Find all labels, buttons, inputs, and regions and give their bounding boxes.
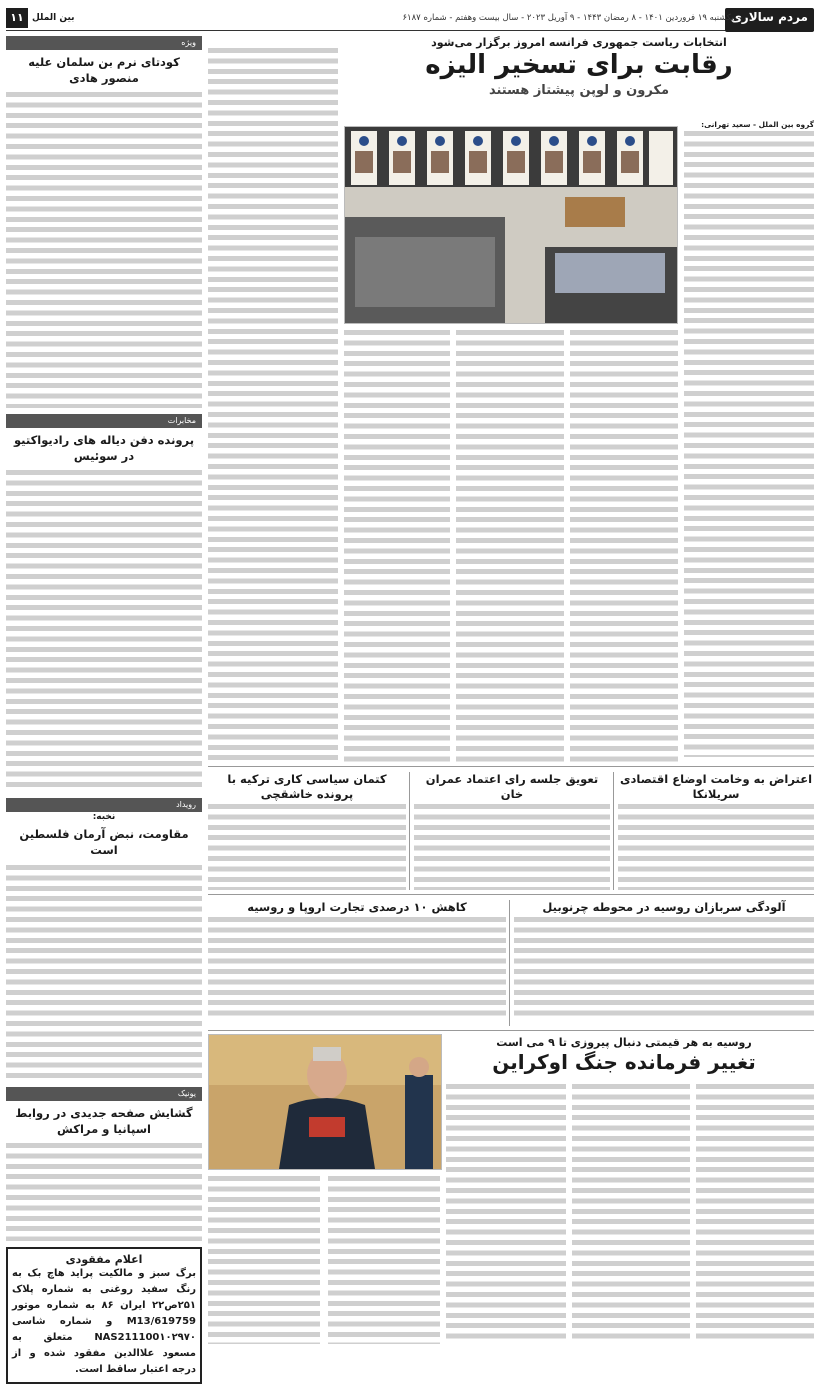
page-number: ۱۱ xyxy=(6,8,28,28)
story-body xyxy=(6,863,202,1081)
lead-subtitle: مکرون و لوپن پیشتاز هستند xyxy=(488,82,670,98)
story-kicker: روسیه به هر قیمتی دنبال پیروزی تا ۹ می است xyxy=(496,1036,752,1049)
story-body xyxy=(6,90,202,408)
story-kicker: نخبه: xyxy=(92,812,116,823)
sidebar-story-2 xyxy=(6,414,202,792)
story-body xyxy=(514,915,814,1019)
story-body xyxy=(6,1141,202,1241)
story-body xyxy=(618,802,814,890)
story-body xyxy=(6,468,202,792)
general-photo xyxy=(208,1034,442,1170)
section-tag: مخابرات xyxy=(6,414,202,428)
story-chernobyl xyxy=(514,900,814,1026)
story-title: آلودگی سربازان روسیه در محوطه چرنوبیل xyxy=(542,900,786,914)
section-tag: ویژه xyxy=(6,36,202,50)
ukraine-body-col3 xyxy=(446,1082,566,1344)
sidebar-story-3 xyxy=(6,798,202,1080)
divider xyxy=(613,772,614,890)
lead-title: رقابت برای تسخیر الیزه xyxy=(425,50,733,80)
divider xyxy=(208,894,814,895)
ukraine-body-col5 xyxy=(328,1174,440,1344)
story-title: تعویق جلسه رای اعتماد عمران خان xyxy=(425,772,599,801)
story-title: کاهش ۱۰ درصدی تجارت اروپا و روسیه xyxy=(247,900,467,914)
lost-document-notice xyxy=(6,1247,202,1384)
story-title: پرونده دفن دیاله های رادیواکتیو در سوئیس xyxy=(13,433,195,464)
story-eu-russia-trade xyxy=(208,900,506,1026)
sidebar-story-1 xyxy=(6,36,202,408)
lead-body-col5 xyxy=(208,46,338,762)
divider xyxy=(208,1030,814,1031)
lead-kicker: انتخابات ریاست جمهوری فرانسه امروز برگزار می‌شود xyxy=(431,36,727,49)
story-title: کتمان سیاسی کاری ترکیه با پرونده خاشقچی xyxy=(227,772,387,801)
divider xyxy=(509,900,510,1026)
notice-title: اعلام مفقودی xyxy=(65,1252,143,1266)
newspaper-logo: مردم سالاری xyxy=(725,8,814,32)
story-body xyxy=(208,802,406,890)
lead-column-right xyxy=(684,120,814,760)
ukraine-body-col2 xyxy=(572,1082,690,1344)
ukraine-body-col4 xyxy=(208,1174,320,1344)
section-tag: رویداد xyxy=(6,798,202,812)
divider xyxy=(208,766,814,767)
story-title: تغییر فرمانده جنگ اوکراین xyxy=(492,1050,756,1074)
story-khashoggi xyxy=(208,772,406,890)
divider xyxy=(409,772,410,890)
section-tag: یونیک xyxy=(6,1087,202,1101)
lead-body-col3 xyxy=(456,328,564,762)
story-body xyxy=(414,802,610,890)
photo-illustration xyxy=(209,1035,441,1169)
lead-headline xyxy=(344,36,814,120)
lead-body-col2 xyxy=(570,328,678,762)
sidebar-story-4 xyxy=(6,1087,202,1241)
story-title: گشایش صفحه جدیدی در روابط اسپانیا و مراکش xyxy=(15,1105,193,1136)
lead-body xyxy=(684,129,814,757)
page-header xyxy=(6,8,814,31)
issue-date: یکشنبه ۱۹ فروردین ۱۴۰۱ - ۸ رمضان ۱۴۴۳ - ۹ آوریل ۲۰۲۳ - سال بیست وهفتم - شماره ۶۱۸۷ xyxy=(402,13,734,23)
left-sidebar xyxy=(6,36,202,1375)
lead-body-col4 xyxy=(344,328,450,762)
story-body xyxy=(208,915,506,1019)
ukraine-headline xyxy=(434,1036,814,1078)
ukraine-body-col1 xyxy=(696,1082,814,1344)
section-label: بین الملل xyxy=(32,13,75,23)
story-srilanka xyxy=(618,772,814,890)
byline: گروه بین الملل - سعید تهرانی: xyxy=(701,120,814,129)
election-posters-photo xyxy=(344,126,678,324)
story-imran-khan xyxy=(414,772,610,890)
story-title: اعتراض به وخامت اوضاع اقتصادی سریلانکا xyxy=(619,772,813,801)
story-title: مقاومت، نبض آرمان فلسطین است xyxy=(19,827,189,858)
story-title: کودتای نرم بن سلمان علیه منصور هادی xyxy=(28,55,180,86)
photo-illustration xyxy=(345,127,677,323)
notice-text: برگ سبز و مالکیت پراید هاچ بک به رنگ سفید روغنی به شماره پلاک ۲۵۱ص۲۲ ایران ۸۶ به شماره موتور M13/619759 و شماره شاسی NAS211100۱۰۲۹۷۰ متعلق به مسعود علاالدین مفقود شده و از درجه اعتبار ساقط است. xyxy=(12,1267,196,1375)
